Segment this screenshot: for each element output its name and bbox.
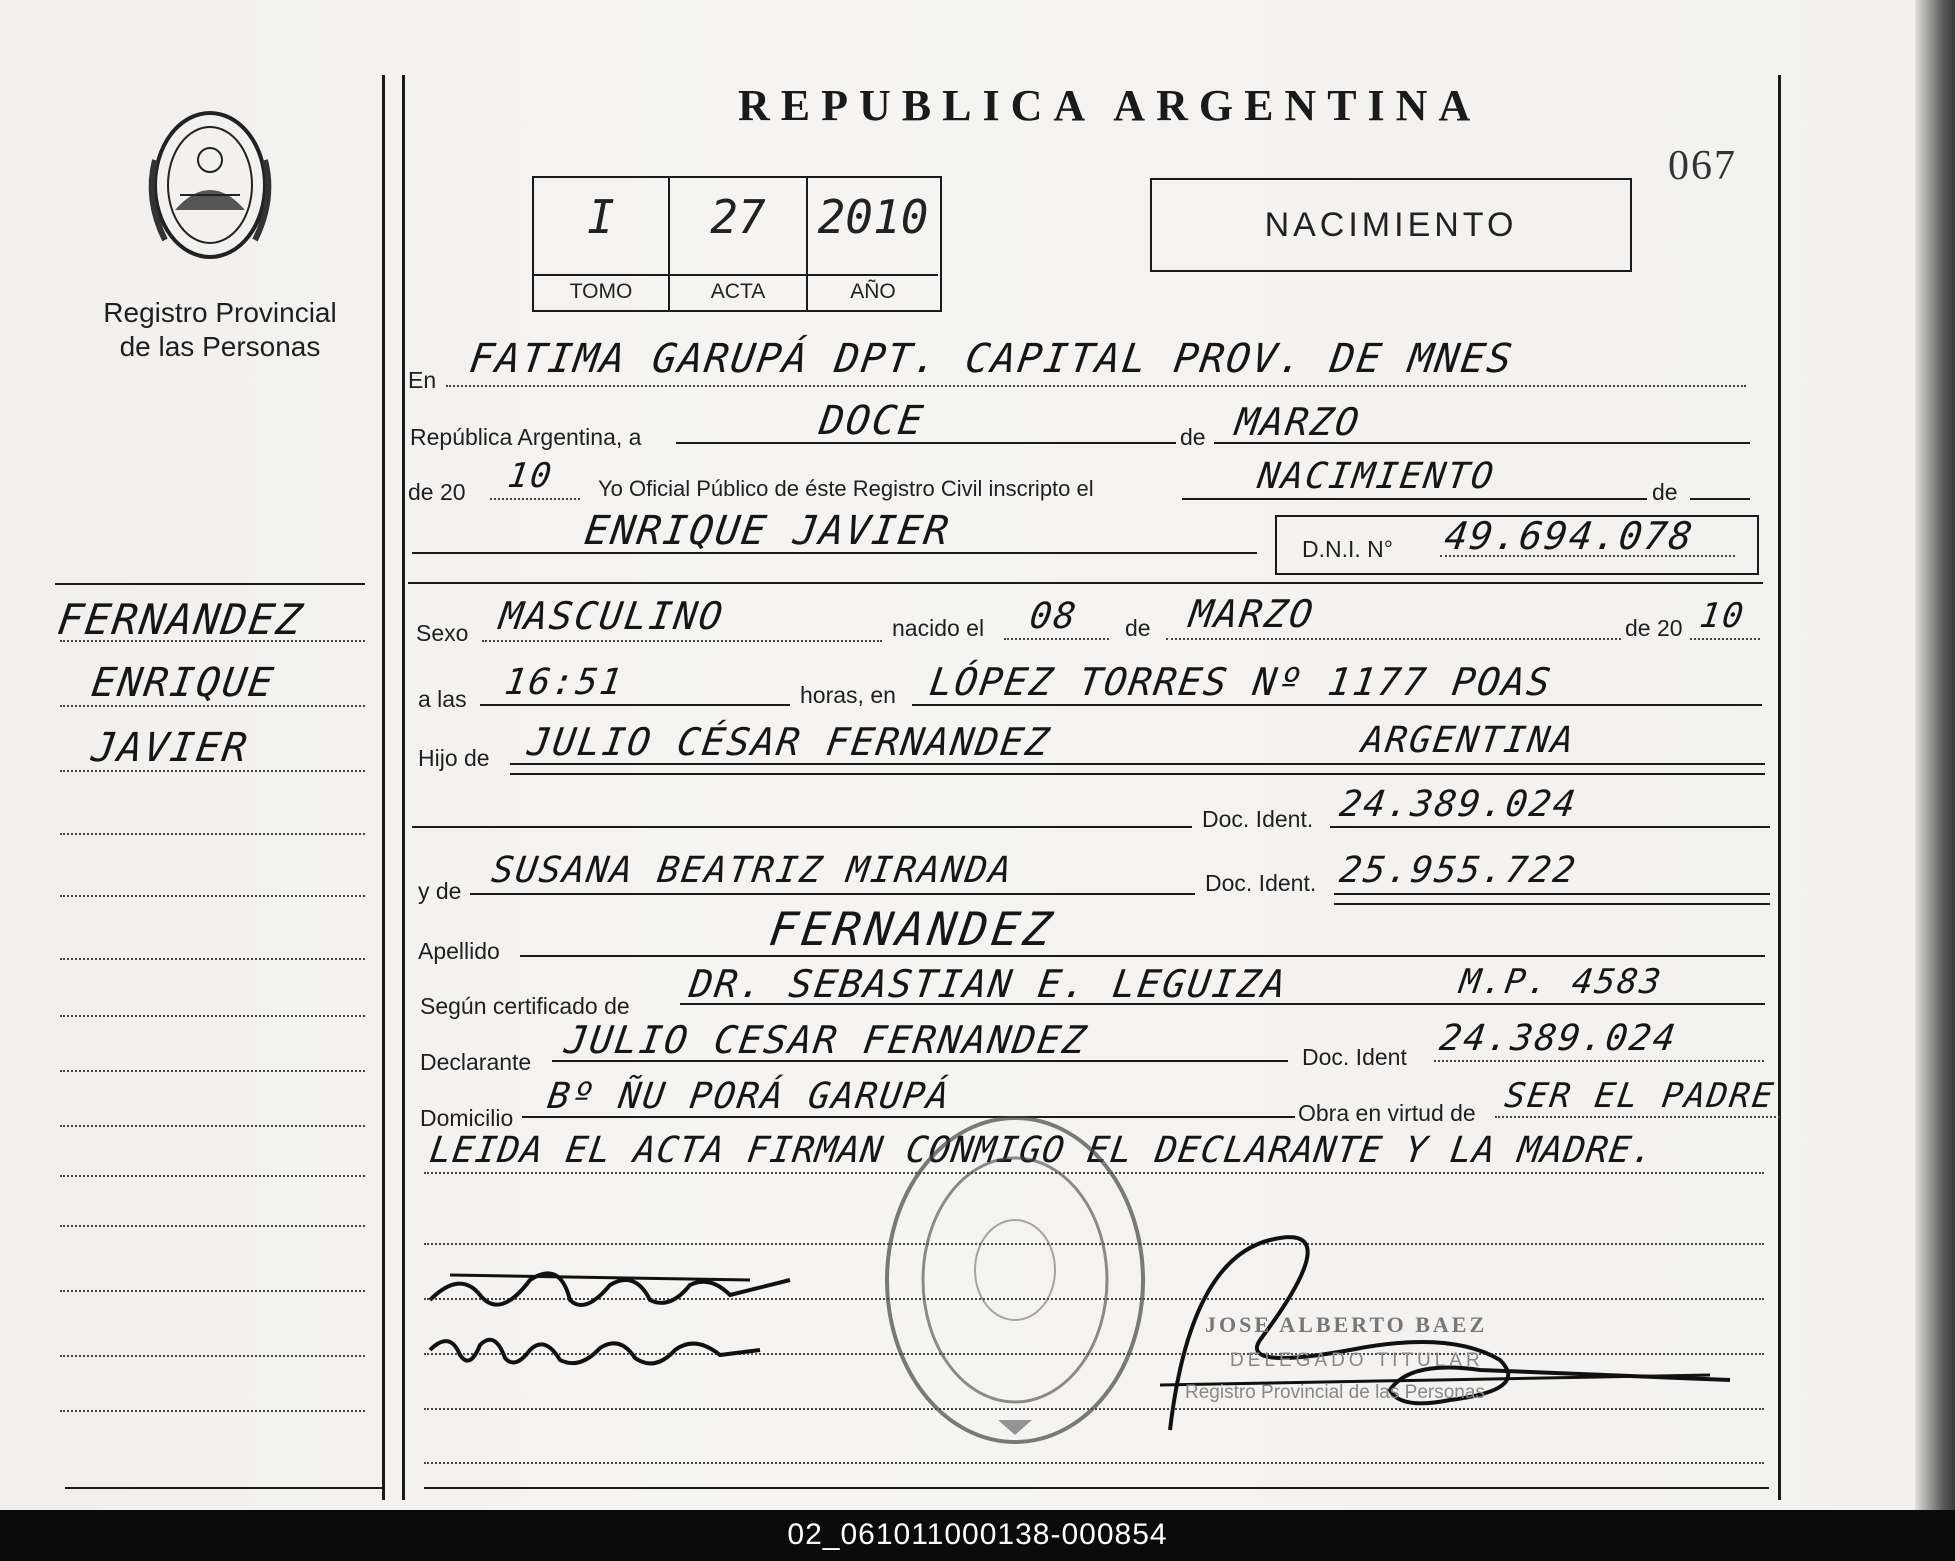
value-anio: 10 — [505, 456, 556, 496]
label-docident-2: Doc. Ident. — [1205, 870, 1317, 896]
anio-label: AÑO — [808, 274, 938, 304]
frame-left-line-2 — [402, 75, 405, 1500]
line-padre-2 — [510, 773, 1765, 775]
sidebar-line — [60, 1225, 365, 1227]
label-oficial: Yo Oficial Público de éste Registro Civil inscripto el — [598, 476, 1094, 501]
anio-cell — [808, 178, 938, 310]
registry-stamp-icon — [880, 1110, 1150, 1450]
label-de-2: de — [1652, 479, 1678, 505]
province-seal-icon — [135, 100, 285, 270]
label-obra: Obra en virtud de — [1298, 1100, 1476, 1126]
label-yde: y de — [418, 878, 462, 904]
margin-name-2: JAVIER — [88, 725, 252, 771]
label-en: En — [408, 367, 437, 393]
label-de20-b: de 20 — [1625, 615, 1683, 641]
sidebar-line — [60, 1175, 365, 1177]
record-type-box: NACIMIENTO — [1150, 178, 1632, 272]
value-madre-doc: 25.955.722 — [1337, 850, 1580, 891]
value-declarante: JULIO CESAR FERNANDEZ — [561, 1018, 1091, 1062]
label-alas: a las — [418, 686, 467, 712]
label-horas: horas, en — [800, 682, 896, 708]
label-de: de — [1180, 424, 1206, 450]
label-nacido: nacido el — [892, 615, 985, 641]
line-madre — [470, 893, 1195, 895]
value-sexo: MASCULINO — [496, 594, 727, 638]
blank-line — [424, 1462, 1764, 1464]
line-sexo — [482, 640, 882, 642]
value-padre-doc: 24.389.024 — [1337, 784, 1580, 825]
line-madre-doc-2 — [1334, 903, 1770, 905]
official-name: JOSE ALBERTO BAEZ — [1205, 1312, 1488, 1337]
label-de-3: de — [1125, 615, 1151, 641]
rule-sexo-top — [408, 582, 1763, 584]
line-hora — [480, 704, 790, 706]
label-segun: Según certificado de — [420, 993, 630, 1019]
sidebar-line — [60, 1015, 365, 1017]
official-role: DELEGADO TITULAR — [1230, 1350, 1484, 1371]
sidebar-top-line — [55, 583, 365, 585]
label-republica: República Argentina, a — [410, 424, 642, 450]
footer-bar — [0, 1510, 1955, 1561]
sidebar-line — [60, 1355, 365, 1357]
sidebar-line — [60, 958, 365, 960]
page-edge-shadow — [1915, 0, 1955, 1510]
line-declarante-doc — [1434, 1060, 1764, 1062]
registry-name-line2: de las Personas — [119, 331, 321, 362]
label-docident-3: Doc. Ident — [1302, 1044, 1407, 1070]
tomo-value: I — [587, 190, 615, 244]
record-number-box — [532, 176, 942, 312]
value-lugar: FATIMA GARUPÁ DPT. CAPITAL PROV. DE MNES — [466, 336, 1517, 382]
value-nota: LEIDA EL ACTA FIRMAN CONMIGO EL DECLARANTE Y LA MADRE. — [427, 1130, 1658, 1171]
sidebar-line — [60, 833, 365, 835]
tomo-label: TOMO — [534, 274, 668, 304]
margin-name-1: ENRIQUE — [88, 660, 278, 706]
label-apellido: Apellido — [418, 938, 500, 964]
sidebar-bottom-line — [65, 1487, 385, 1489]
sidebar-line — [60, 1290, 365, 1292]
line-obra — [1495, 1116, 1780, 1118]
registry-name-line1: Registro Provincial — [103, 297, 337, 328]
label-de20: de 20 — [408, 479, 466, 505]
form-bottom-line — [424, 1487, 1769, 1489]
value-nacido-anio: 10 — [1697, 596, 1748, 636]
line-padre-doc — [1330, 826, 1770, 828]
label-hijo: Hijo de — [418, 745, 490, 771]
acta-label: ACTA — [670, 274, 806, 304]
value-nombre: ENRIQUE JAVIER — [581, 508, 954, 554]
value-nacido-dia: 08 — [1027, 596, 1081, 637]
value-matricula: M.P. 4583 — [1457, 962, 1666, 1002]
value-obra: SER EL PADRE — [1502, 1076, 1778, 1116]
line-de-2 — [1690, 498, 1750, 500]
acta-value: 27 — [710, 190, 766, 244]
line-apellido — [520, 955, 1765, 957]
country-title: REPUBLICA ARGENTINA — [738, 81, 1482, 130]
line-nacido-dia — [1004, 638, 1109, 640]
line-madre-doc — [1334, 893, 1770, 895]
line-tipo — [1182, 498, 1647, 500]
value-dni: 49.694.078 — [1441, 514, 1697, 558]
anio-value: 2010 — [817, 190, 929, 244]
signature-mother — [420, 1310, 770, 1390]
value-tipo: NACIMIENTO — [1255, 456, 1498, 497]
official-org: Registro Provincial de las Personas — [1185, 1382, 1485, 1403]
line-en — [446, 385, 1746, 387]
label-dni: D.N.I. N° — [1302, 536, 1393, 562]
value-apellido: FERNANDEZ — [766, 902, 1060, 956]
value-certificado: DR. SEBASTIAN E. LEGUIZA — [686, 962, 1291, 1006]
value-nacionalidad: ARGENTINA — [1359, 720, 1578, 761]
line-anio — [490, 498, 580, 500]
label-declarante: Declarante — [420, 1049, 532, 1075]
value-mes: MARZO — [1232, 400, 1364, 444]
line-dia — [676, 442, 1176, 444]
value-lugar-nac: LÓPEZ TORRES Nº 1177 POAS — [926, 660, 1556, 704]
sidebar-line — [60, 1070, 365, 1072]
sidebar-line — [60, 1125, 365, 1127]
tomo-cell — [534, 178, 670, 310]
label-docident-1: Doc. Ident. — [1202, 806, 1314, 832]
line-nacido-anio — [1690, 638, 1760, 640]
label-domicilio: Domicilio — [420, 1105, 514, 1131]
value-domicilio: Bº ÑU PORÁ GARUPÁ — [545, 1076, 954, 1117]
value-hora: 16:51 — [502, 662, 627, 703]
value-madre: SUSANA BEATRIZ MIRANDA — [489, 850, 1016, 891]
value-nacido-mes: MARZO — [1186, 592, 1318, 636]
value-padre: JULIO CÉSAR FERNANDEZ — [524, 720, 1054, 764]
value-declarante-doc: 24.389.024 — [1437, 1018, 1680, 1059]
frame-right-line — [1778, 75, 1781, 1500]
sidebar-line — [60, 895, 365, 897]
sidebar-line — [60, 1410, 365, 1412]
acta-cell — [670, 178, 808, 310]
line-lugar-nac — [912, 704, 1762, 706]
file-id: 02_061011000138-000854 — [787, 1518, 1168, 1551]
ref-number: 067 — [1668, 143, 1737, 189]
value-dia: DOCE — [816, 398, 928, 444]
frame-left-line — [382, 75, 385, 1500]
margin-surname: FERNANDEZ — [54, 595, 308, 644]
line-nacido-mes — [1166, 638, 1621, 640]
label-sexo: Sexo — [416, 620, 469, 646]
line-blank — [412, 826, 1192, 828]
